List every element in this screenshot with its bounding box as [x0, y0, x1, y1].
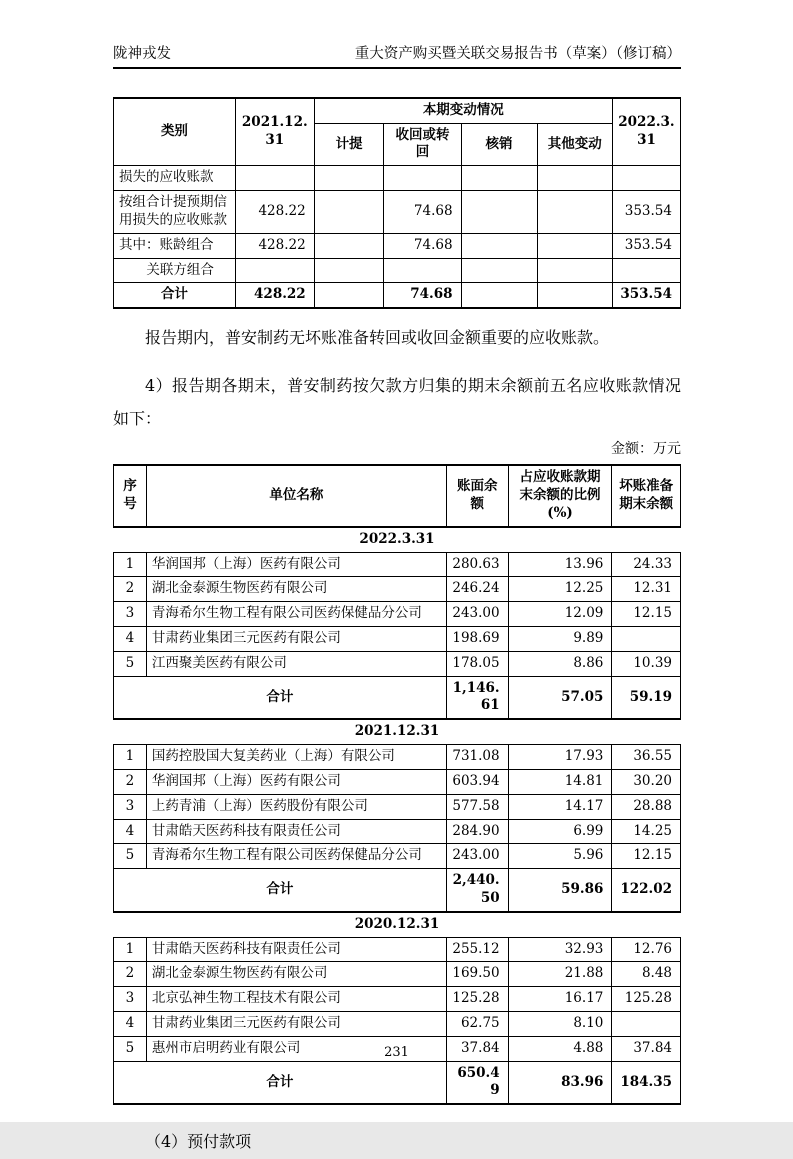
col-header-writeoff: 核销 — [461, 123, 537, 166]
cell-provision: 184.35 — [612, 1061, 681, 1104]
cell-company-name: 华润国邦（上海）医药有限公司 — [146, 552, 446, 577]
cell-accrual — [314, 166, 384, 191]
cell-company-name: 湖北金泰源生物医药有限公司 — [146, 962, 446, 987]
cell-provision: 12.15 — [612, 602, 681, 627]
cell-no: 1 — [114, 552, 147, 577]
cell-provision: 36.55 — [612, 745, 681, 770]
cell-provision: 125.28 — [612, 987, 681, 1012]
cell-accrual — [314, 191, 384, 234]
paragraph-no-significant-recovery: 报告期内，普安制药无坏账准备转回或收回金额重要的应收账款。 — [145, 328, 610, 348]
cell-total-label: 合计 — [114, 676, 447, 719]
cell-accrual — [314, 258, 384, 283]
cell-company-name: 惠州市启明药业有限公司 — [146, 1036, 446, 1061]
paragraph-top5-intro: 4）报告期各期末，普安制药按欠款方归集的期末余额前五名应收账款情况如下： — [113, 375, 681, 429]
cell-total-label: 合计 — [114, 283, 236, 308]
cell-provision — [612, 1012, 681, 1037]
cell-begin: 428.22 — [235, 191, 314, 234]
section-date: 2022.3.31 — [114, 527, 681, 552]
cell-recover: 74.68 — [384, 191, 461, 234]
cell-accrual — [314, 233, 384, 258]
cell-balance: 125.28 — [446, 987, 508, 1012]
page-content — [113, 0, 681, 1159]
cell-ratio: 12.25 — [508, 577, 612, 602]
section-date-row — [114, 912, 681, 937]
table-row — [114, 962, 681, 987]
col-header-no: 序号 — [114, 465, 147, 526]
cell-no: 2 — [114, 577, 147, 602]
cell-total-label: 合计 — [114, 1061, 447, 1104]
cell-begin — [235, 258, 314, 283]
section-date-row — [114, 527, 681, 552]
table-row — [114, 166, 681, 191]
cell-balance: 284.90 — [446, 819, 508, 844]
cell-end — [612, 166, 680, 191]
cell-no: 1 — [114, 937, 147, 962]
cell-writeoff — [461, 258, 537, 283]
table-row — [114, 1012, 681, 1037]
cell-no: 5 — [114, 651, 147, 676]
cell-company-name: 华润国邦（上海）医药有限公司 — [146, 769, 446, 794]
cell-no: 4 — [114, 819, 147, 844]
cell-balance: 731.08 — [446, 745, 508, 770]
cell-provision: 122.02 — [612, 869, 681, 912]
cell-provision: 10.39 — [612, 651, 681, 676]
cell-provision: 37.84 — [612, 1036, 681, 1061]
cell-no: 3 — [114, 987, 147, 1012]
cell-writeoff — [461, 233, 537, 258]
cell-recover: 74.68 — [384, 283, 461, 308]
cell-end: 353.54 — [612, 283, 680, 308]
table-row — [114, 577, 681, 602]
cell-balance: 169.50 — [446, 962, 508, 987]
cell-balance: 603.94 — [446, 769, 508, 794]
cell-ratio: 8.10 — [508, 1012, 612, 1037]
table-row — [114, 844, 681, 869]
cell-company-name: 上药青浦（上海）医药股份有限公司 — [146, 794, 446, 819]
col-header-change-group: 本期变动情况 — [314, 98, 612, 123]
cell-no: 4 — [114, 627, 147, 652]
section-date: 2021.12.31 — [114, 719, 681, 744]
table-total-row — [114, 283, 681, 308]
cell-provision: 12.31 — [612, 577, 681, 602]
cell-company-name: 甘肃药业集团三元医药有限公司 — [146, 1012, 446, 1037]
page-number: 231 — [384, 1045, 409, 1060]
cell-provision: 30.20 — [612, 769, 681, 794]
cell-ratio: 32.93 — [508, 937, 612, 962]
table-row — [114, 769, 681, 794]
cell-other — [537, 258, 612, 283]
cell-no: 5 — [114, 1036, 147, 1061]
cell-company-name: 甘肃皓天医药科技有限责任公司 — [146, 819, 446, 844]
col-header-balance: 账面余额 — [446, 465, 508, 526]
cell-ratio: 12.09 — [508, 602, 612, 627]
section-date: 2020.12.31 — [114, 912, 681, 937]
table-row — [114, 745, 681, 770]
cell-end: 353.54 — [612, 191, 680, 234]
top5-receivables-table — [113, 464, 681, 1105]
cell-begin — [235, 166, 314, 191]
col-header-recover: 收回或转回 — [384, 123, 461, 166]
cell-company-name: 青海希尔生物工程有限公司医药保健品分公司 — [146, 602, 446, 627]
col-header-other: 其他变动 — [537, 123, 612, 166]
col-header-accrual: 计提 — [314, 123, 384, 166]
cell-no: 2 — [114, 769, 147, 794]
cell-balance: 650.49 — [446, 1061, 508, 1104]
cell-ratio: 13.96 — [508, 552, 612, 577]
cell-provision: 28.88 — [612, 794, 681, 819]
cell-company-name: 甘肃皓天医药科技有限责任公司 — [146, 937, 446, 962]
cell-ratio: 14.17 — [508, 794, 612, 819]
cell-ratio: 5.96 — [508, 844, 612, 869]
table-row — [114, 987, 681, 1012]
cell-ratio: 6.99 — [508, 819, 612, 844]
cell-ratio: 59.86 — [508, 869, 612, 912]
cell-company-name: 青海希尔生物工程有限公司医药保健品分公司 — [146, 844, 446, 869]
cell-recover: 74.68 — [384, 233, 461, 258]
cell-other — [537, 166, 612, 191]
table-row — [114, 191, 681, 234]
cell-begin: 428.22 — [235, 283, 314, 308]
cell-no: 2 — [114, 962, 147, 987]
cell-provision: 12.76 — [612, 937, 681, 962]
cell-ratio: 57.05 — [508, 676, 612, 719]
table-row — [114, 258, 681, 283]
cell-writeoff — [461, 283, 537, 308]
cell-ratio: 14.81 — [508, 769, 612, 794]
cell-balance: 243.00 — [446, 844, 508, 869]
cell-ratio: 9.89 — [508, 627, 612, 652]
cell-no: 3 — [114, 602, 147, 627]
table-row — [114, 937, 681, 962]
cell-balance: 255.12 — [446, 937, 508, 962]
table-header-row — [114, 465, 681, 526]
cell-ratio: 21.88 — [508, 962, 612, 987]
cell-provision — [612, 627, 681, 652]
cell-other — [537, 233, 612, 258]
cell-ratio: 4.88 — [508, 1036, 612, 1061]
cell-company-name: 国药控股国大复美药业（上海）有限公司 — [146, 745, 446, 770]
cell-balance: 246.24 — [446, 577, 508, 602]
table-total-row — [114, 869, 681, 912]
unit-note: 金额：万元 — [611, 440, 681, 457]
cell-balance: 178.05 — [446, 651, 508, 676]
section-date-row — [114, 719, 681, 744]
cell-begin: 428.22 — [235, 233, 314, 258]
cell-category: 按组合计提预期信用损失的应收账款 — [114, 191, 236, 234]
table-header-row — [114, 98, 681, 123]
cell-accrual — [314, 283, 384, 308]
cell-end — [612, 258, 680, 283]
col-header-name: 单位名称 — [146, 465, 446, 526]
table-row — [114, 552, 681, 577]
table-total-row — [114, 1061, 681, 1104]
cell-company-name: 甘肃药业集团三元医药有限公司 — [146, 627, 446, 652]
bad-debt-provision-table — [113, 97, 681, 309]
cell-ratio: 8.86 — [508, 651, 612, 676]
table-row — [114, 651, 681, 676]
cell-provision: 24.33 — [612, 552, 681, 577]
cell-other — [537, 283, 612, 308]
cell-company-name: 江西聚美医药有限公司 — [146, 651, 446, 676]
table-row — [114, 602, 681, 627]
running-header — [113, 0, 681, 69]
cell-balance: 280.63 — [446, 552, 508, 577]
col-header-begin-date: 2021.12.31 — [235, 98, 314, 166]
col-header-end-date: 2022.3.31 — [612, 98, 680, 166]
cell-balance: 198.69 — [446, 627, 508, 652]
cell-no: 5 — [114, 844, 147, 869]
header-company-short-name: 陇神戎发 — [113, 46, 171, 62]
cell-balance: 2,440.50 — [446, 869, 508, 912]
cell-ratio: 83.96 — [508, 1061, 612, 1104]
cell-recover — [384, 166, 461, 191]
cell-balance: 62.75 — [446, 1012, 508, 1037]
cell-balance: 1,146.61 — [446, 676, 508, 719]
table-row — [114, 233, 681, 258]
cell-no: 3 — [114, 794, 147, 819]
cell-category: 损失的应收账款 — [114, 166, 236, 191]
cell-category: 关联方组合 — [114, 258, 236, 283]
cell-provision: 12.15 — [612, 844, 681, 869]
table-total-row — [114, 676, 681, 719]
cell-writeoff — [461, 191, 537, 234]
cell-category: 其中：账龄组合 — [114, 233, 236, 258]
next-section-heading: （4）预付款项 — [145, 1132, 252, 1152]
header-report-title: 重大资产购买暨关联交易报告书（草案）（修订稿） — [354, 46, 681, 62]
col-header-category: 类别 — [114, 98, 236, 166]
col-header-provision: 坏账准备期末余额 — [612, 465, 681, 526]
table-row — [114, 627, 681, 652]
cell-ratio: 17.93 — [508, 745, 612, 770]
col-header-ratio: 占应收账款期末余额的比例(%) — [508, 465, 612, 526]
cell-provision: 8.48 — [612, 962, 681, 987]
cell-writeoff — [461, 166, 537, 191]
cell-provision: 14.25 — [612, 819, 681, 844]
cell-provision: 59.19 — [612, 676, 681, 719]
cell-other — [537, 191, 612, 234]
cell-company-name: 湖北金泰源生物医药有限公司 — [146, 577, 446, 602]
cell-total-label: 合计 — [114, 869, 447, 912]
table-row — [114, 819, 681, 844]
cell-balance: 577.58 — [446, 794, 508, 819]
cell-balance: 37.84 — [446, 1036, 508, 1061]
cell-no: 4 — [114, 1012, 147, 1037]
table-row — [114, 794, 681, 819]
cell-recover — [384, 258, 461, 283]
cell-balance: 243.00 — [446, 602, 508, 627]
cell-company-name: 北京弘神生物工程技术有限公司 — [146, 987, 446, 1012]
cell-end: 353.54 — [612, 233, 680, 258]
cell-ratio: 16.17 — [508, 987, 612, 1012]
cell-no: 1 — [114, 745, 147, 770]
